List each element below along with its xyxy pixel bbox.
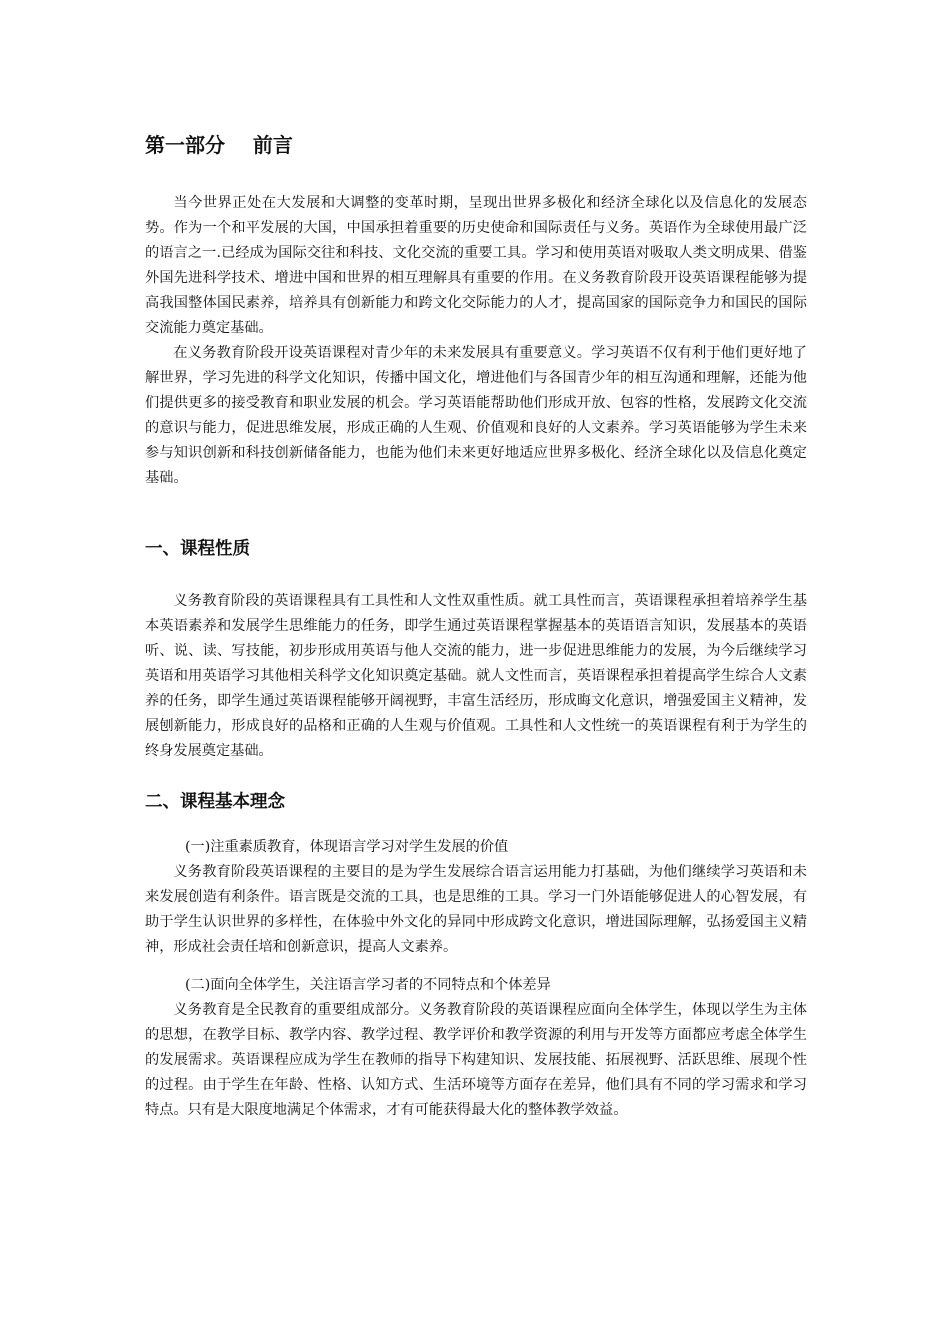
subsection-2-title: (二)面向全体学生，关注语言学习者的不同特点和个体差异 xyxy=(185,977,551,993)
preface-paragraph-1: 当今世界正处在大发展和大调整的变革时期，呈现出世界多极化和经济全球化以及信息化的发展态势。作为一个和平发展的大国，中国承担着重要的历史使命和国际责任与义务。英语作为全球使用最广泛的语言之一.已经成为国际交往和科技、文化交流的重要工具。学习和使用英语对吸取人类文明成果、借鉴外国先进科学技术、增进中国和世界的相互理解具有重要的作用。在义务教育阶段开设英语课程能够为提高我国整体国民素养，培养具有创新能力和跨文化交际能力的人才，提高国家的国际竞争力和国民的国际交流能力奠定基础。 xyxy=(145,195,807,336)
page-title: 第一部分 前言 xyxy=(145,133,293,157)
subsection-1-paragraph: 义务教育阶段英语课程的主要目的是为学生发展综合语言运用能力打基础，为他们继续学习英语和未来发展创造有利条件。语言既是交流的工具，也是思维的工具。学习一门外语能够促进人的心智发展，有助于学生认识世界的多样性，在体验中外文化的异同中形成跨文化意识，增进国际理解，弘扬爱国主义精神，形成社会责任培和创新意识，提高人文素养。 xyxy=(145,864,807,955)
preface-paragraph-2: 在义务教育阶段开设英语课程对青少年的未来发展具有重要意义。学习英语不仅有利于他们更好地了解世界，学习先进的科学文化知识，传播中国文化，增进他们与各国青少年的相互沟通和理解，还能为他们提供更多的接受教育和职业发展的机会。学习英语能帮助他们形成开放、包容的性格，发展跨文化交流的意识与能力，促进思维发展，形成正确的人生观、价值观和良好的人文素养。学习英语能够为学生未来参与知识创新和科技创新储备能力，也能为他们未来更好地适应世界多极化、经济全球化以及信息化奠定基础。 xyxy=(145,345,807,486)
section-2-title: 二、课程基本理念 xyxy=(145,792,285,812)
section-1-title: 一、课程性质 xyxy=(145,539,250,559)
spacer xyxy=(145,960,807,973)
document-body xyxy=(145,128,807,1123)
subsection-1-title: (一)注重素质教育，体现语言学习对学生发展的价值 xyxy=(185,839,509,855)
subsection-2-paragraph: 义务教育是全民教育的重要组成部分。义务教育阶段的英语课程应面向全体学生，体现以学生为主体的思想，在教学目标、教学内容、教学过程、教学评价和教学资源的利用与开发等方面都应考虑全体学生的发展需求。英语课程应成为学生在教师的指导下构建知识、发展技能、拓展视野、活跃思维、展现个性的过程。由于学生在年龄、性格、认知方式、生活环境等方面存在差异，他们具有不同的学习需求和学习特点。只有是大限度地满足个体需求，才有可能获得最大化的整体教学效益。 xyxy=(145,1002,807,1118)
spacer xyxy=(145,764,807,787)
spacer xyxy=(145,491,807,534)
spacer xyxy=(145,817,807,835)
spacer xyxy=(145,564,807,589)
section-1-paragraph: 义务教育阶段的英语课程具有工具性和人文性双重性质。就工具性而言，英语课程承担着培养学生基本英语素养和发展学生思维能力的任务，即学生通过英语课程掌握基本的英语语言知识，发展基本的英语听、说、读、写技能，初步形成用英语与他人交流的能力，进一步促进思维能力的发展，为今后继续学习英语和用英语学习其他相关科学文化知识奠定基础。就人文性而言，英语课程承担着提高学生综合人文素养的任务，即学生通过英语课程能够开阔视野，丰富生活经历，形成晦文化意识，增强爱国主义精神，发展刨新能力，形成良好的品格和正确的人生观与价值观。工具性和人文性统一的英语课程有利于为学生的终身发展奠定基础。 xyxy=(145,593,807,759)
